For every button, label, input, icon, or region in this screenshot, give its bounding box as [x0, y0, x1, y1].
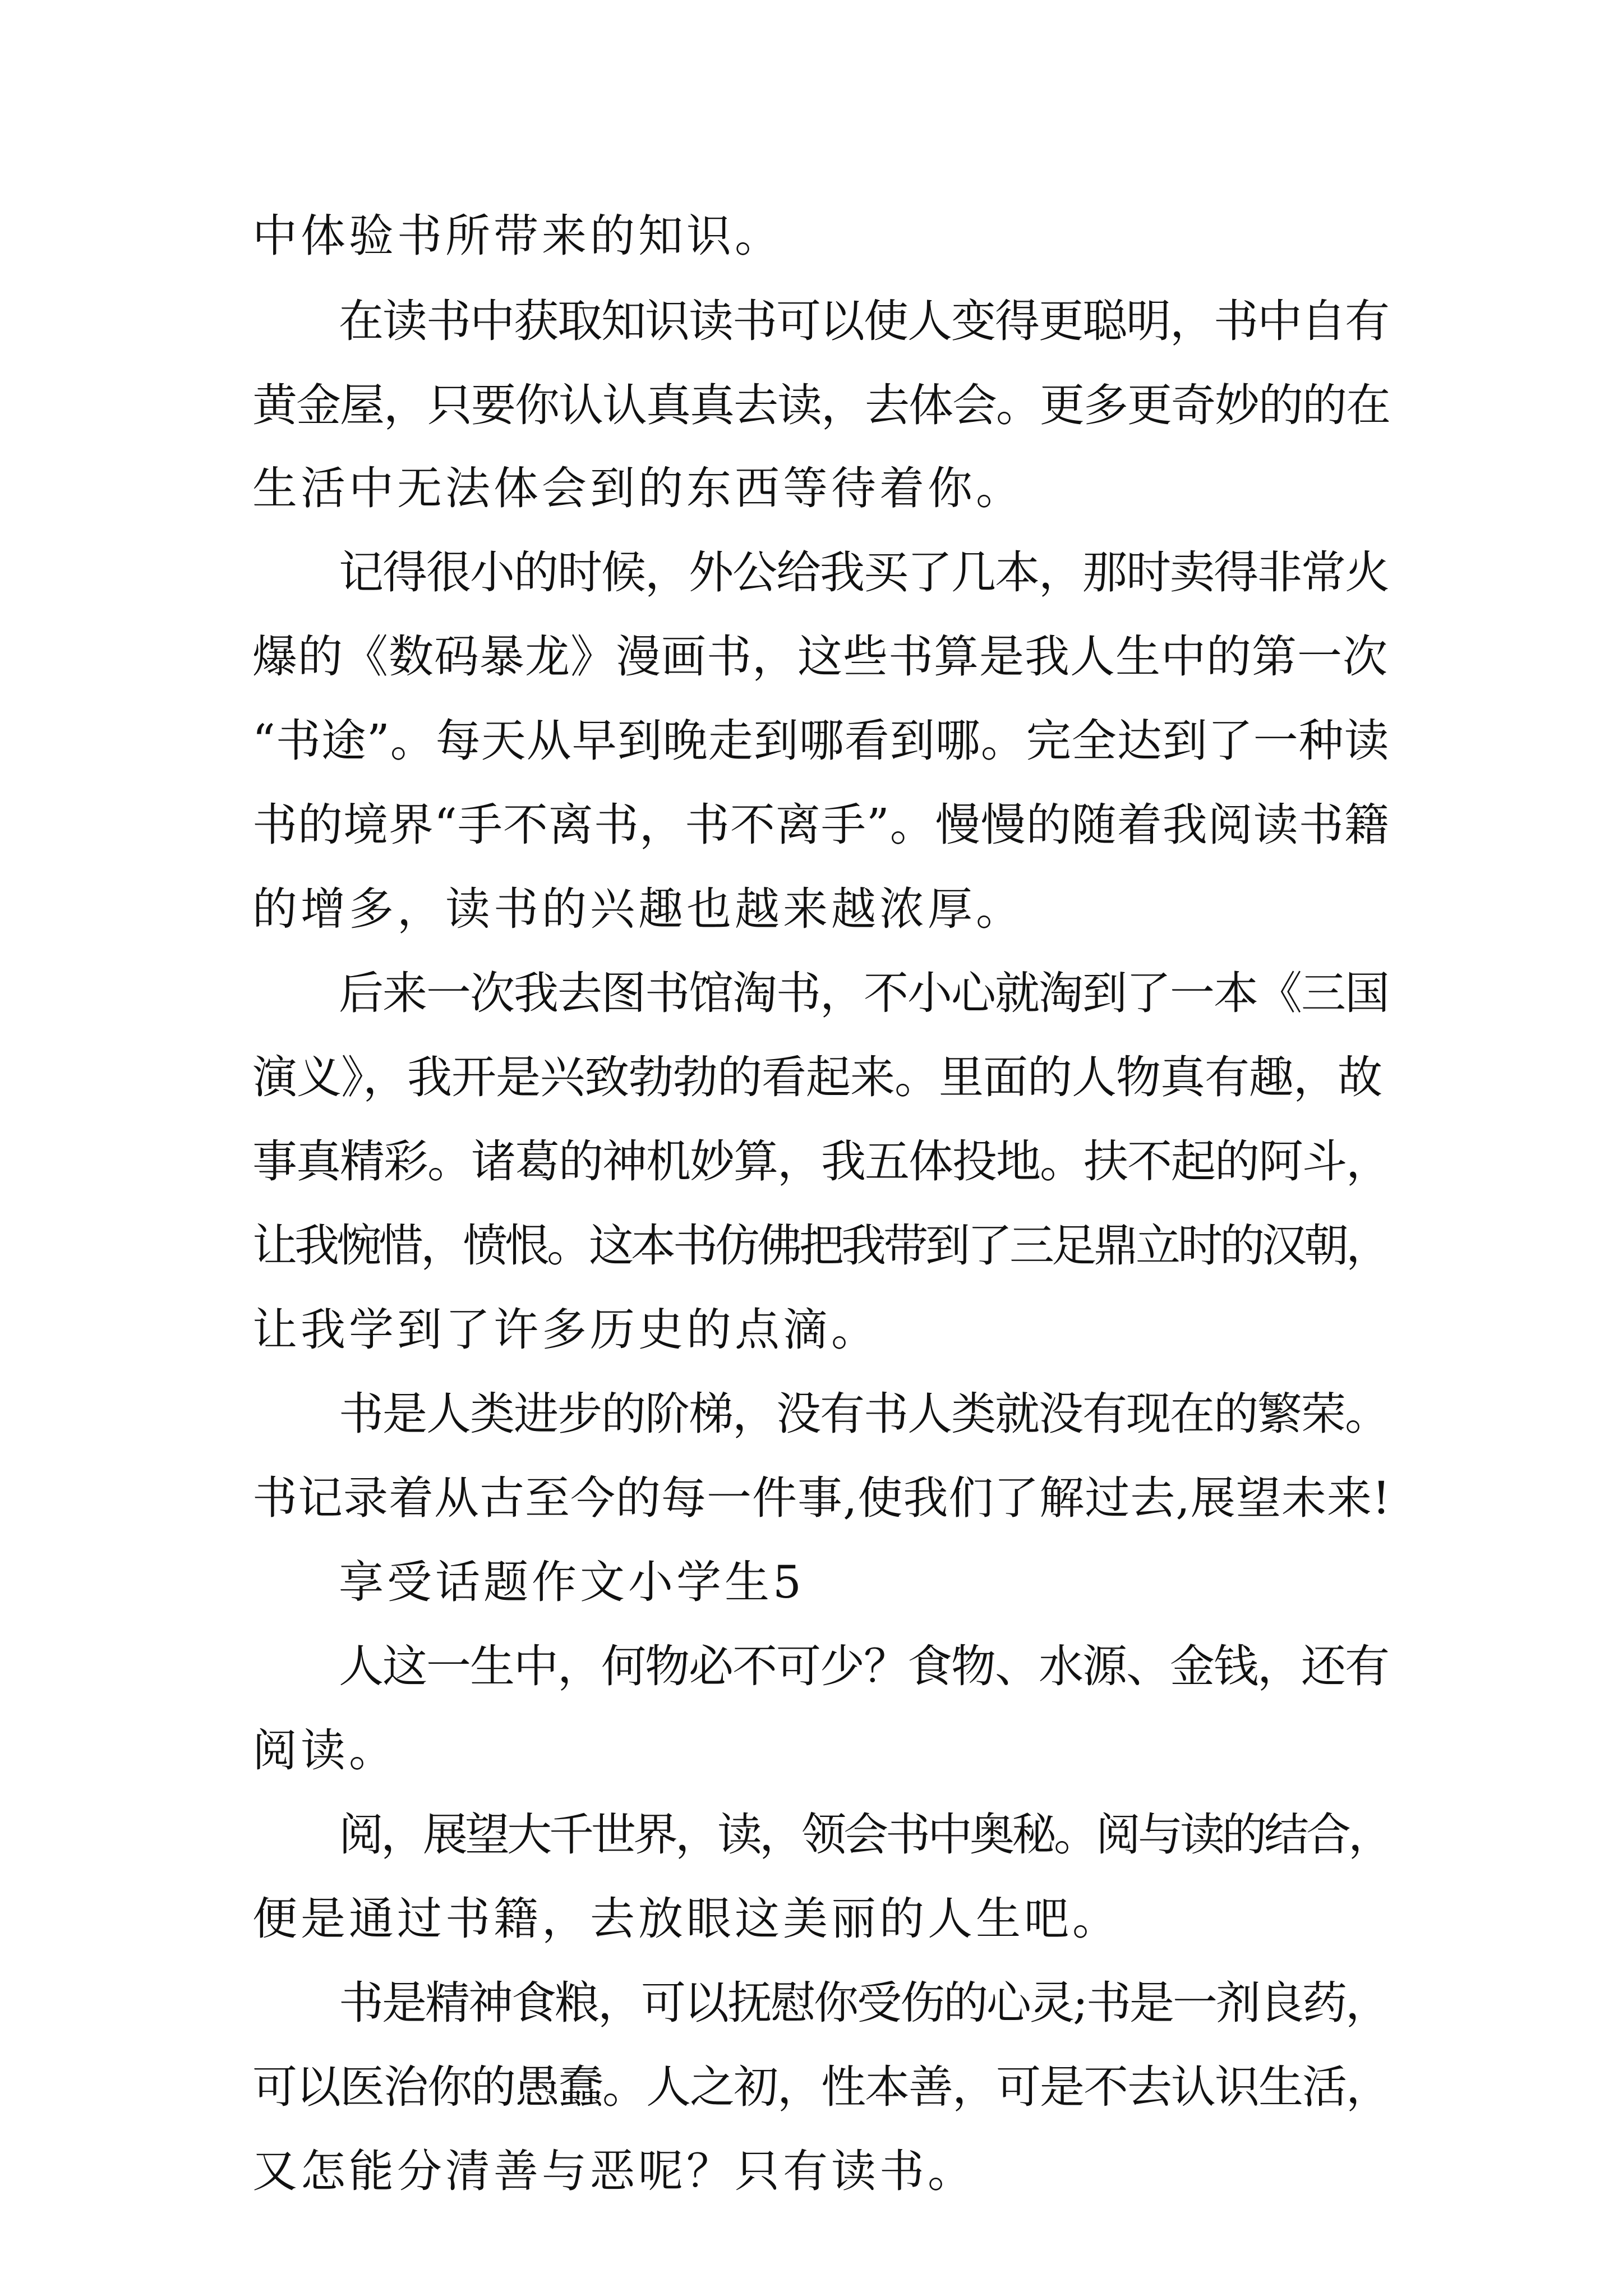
paragraph-line: 事真精彩。诸葛的神机妙算，我五体投地。扶不起的阿斗，	[252, 1135, 1390, 1188]
paragraph-line: 书是人类进步的阶梯，没有书人类就没有现在的繁荣。	[339, 1388, 1389, 1440]
paragraph-line: 记得很小的时候，外公给我买了几本，那时卖得非常火	[339, 546, 1389, 599]
section-heading: 享受话题作文小学生5	[339, 1556, 805, 1608]
paragraph-line: 让我惋惜，愤恨。这本书仿佛把我带到了三足鼎立时的汉朝，	[252, 1220, 1388, 1272]
paragraph-line: 生活中无法体会到的东西等待着你。	[252, 462, 1024, 514]
paragraph-line: 中体验书所带来的知识。	[252, 210, 783, 262]
paragraph-line: 阅读。	[252, 1724, 397, 1777]
paragraph-line: 黄金屋，只要你认认真真去读，去体会。更多更奇妙的的在	[252, 379, 1390, 431]
paragraph-line: 的增多，读书的兴趣也越来越浓厚。	[252, 883, 1024, 935]
paragraph-line: 演义》，我开是兴致勃勃的看起来。里面的人物真有趣，故	[252, 1051, 1382, 1103]
paragraph-line: 书记录着从古至今的每一件事,使我们了解过去,展望未来!	[252, 1472, 1391, 1524]
paragraph-line: 书是精神食粮，可以抚慰你受伤的心灵;书是一剂良药，	[339, 1977, 1389, 2029]
paragraph-line: “书途”。每天从早到晚走到哪看到哪。完全达到了一种读	[252, 715, 1390, 767]
paragraph-line: 后来一次我去图书馆淘书，不小心就淘到了一本《三国	[339, 967, 1389, 1019]
paragraph-line: 书的境界“手不离书，书不离手”。慢慢的随着我阅读书籍	[252, 799, 1390, 851]
paragraph-line: 阅，展望大千世界，读，领会书中奥秘。阅与读的结合，	[339, 1809, 1390, 1861]
paragraph-line: 人这一生中，何物必不可少？食物、水源、金钱，还有	[339, 1640, 1389, 1692]
paragraph-line: 又怎能分清善与恶呢？只有读书。	[252, 2145, 976, 2197]
paragraph-line: 让我学到了许多历史的点滴。	[252, 1304, 879, 1356]
paragraph-line: 在读书中获取知识读书可以使人变得更聪明，书中自有	[339, 295, 1389, 347]
paragraph-line: 可以医治你的愚蠢。人之初，性本善，可是不去认识生活，	[252, 2061, 1390, 2113]
paragraph-line: 便是通过书籍，去放眼这美丽的人生吧。	[252, 1893, 1121, 1945]
paragraph-line: 爆的《数码暴龙》漫画书，这些书算是我人生中的第一次	[252, 631, 1388, 683]
